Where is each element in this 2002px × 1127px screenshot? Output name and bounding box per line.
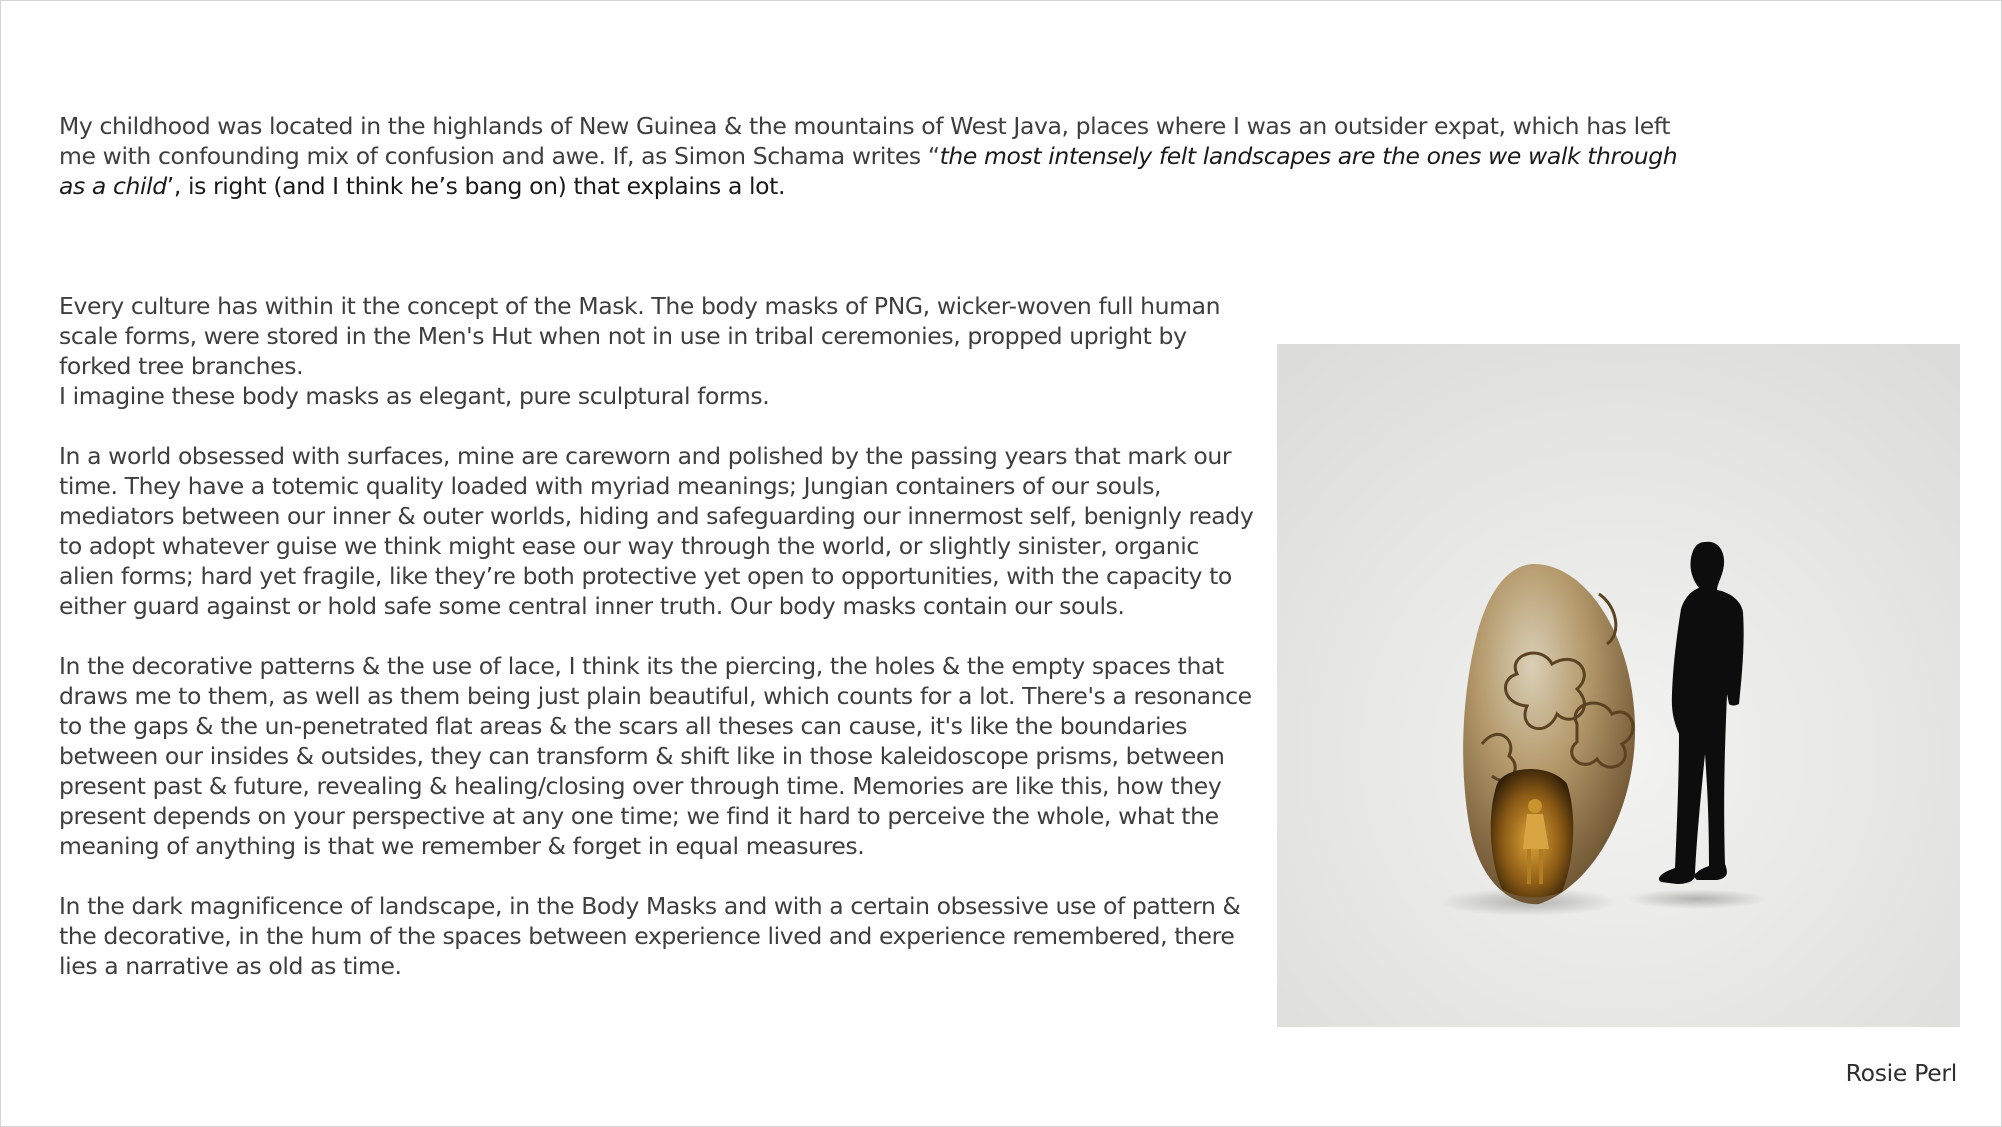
paragraph-mask-text: Every culture has within it the concept of the Mask. The body masks of PNG, wicker-woven full human scale forms, were stored in the Men's Hut when not in use in tribal ceremonies, propped upright by forked tree branches.	[59, 292, 1221, 380]
sculpture-photo	[1277, 344, 1960, 1027]
intro-ending: ’, is right (and I think he’s bang on) that explains a lot.	[166, 172, 786, 200]
paragraph-landscape: In the dark magnificence of landscape, in the Body Masks and with a certain obsessive use of pattern & the decorative, in the hum of the spaces between experience lived and experience remembered, there lies a narrative as old as time.	[59, 892, 1241, 980]
paragraph-surfaces: In a world obsessed with surfaces, mine are careworn and polished by the passing years that mark our time. They have a totemic quality loaded with myriad meanings; Jungian containers of our souls, mediators between our inner & outer worlds, hiding and safeguarding our innermost self, benignly ready to adopt whatever guise we think might ease our way through the world, or slightly sinister, organic alien forms; hard yet fragile, like they’re both protective yet open to opportunities, with the capacity to either guard against or hold safe some central inner truth. Our body masks contain our souls.	[59, 442, 1254, 620]
author-credit: Rosie Perl	[1845, 1059, 1957, 1087]
paragraph-decorative: In the decorative patterns & the use of lace, I think its the piercing, the holes & the empty spaces that draws me to them, as well as them being just plain beautiful, which counts for a lot. There's a resonance to the gaps & the un-penetrated flat areas & the scars all theses can cause, it's like the boundaries between our insides & outsides, they can transform & shift like in those kaleidoscope prisms, between present past & future, revealing & healing/closing over through time. Memories are like this, how they present depends on your perspective at any one time; we find it hard to perceive the whole, what the meaning of anything is that we remember & forget in equal measures.	[59, 652, 1252, 860]
paragraph-mask-closing: I imagine these body masks as elegant, pure sculptural forms.	[59, 382, 770, 410]
intro-text: My childhood was located in the highlands of New Guinea & the mountains of West Java, places where I was an outsider expat, which has left me with confounding mix of confusion and awe. If, as Simon Schama writes “	[59, 112, 1671, 170]
paragraph-mask	[59, 291, 1259, 411]
schama-quote: the most intensely felt landscapes are the ones we walk through as a child	[59, 142, 1678, 200]
intro-paragraph	[59, 111, 1709, 201]
body-text	[59, 291, 1259, 981]
